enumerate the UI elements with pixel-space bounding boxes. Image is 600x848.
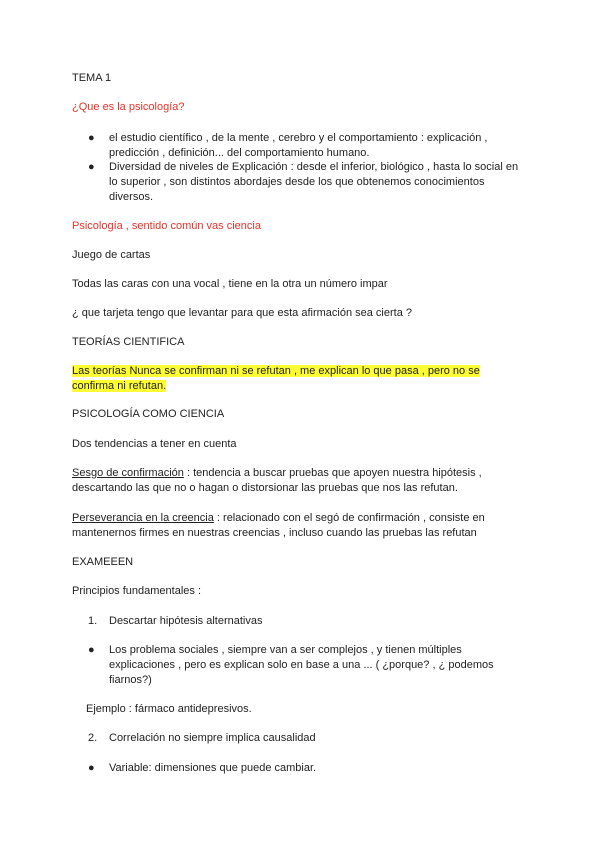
number-marker: 2. xyxy=(88,732,98,744)
list-item-text: Los problema sociales , siempre van a ser complejos , y tienen múltiples explicaciones , pero es explican solo en base a una ... ( ¿porque? , ¿ podemos fiarnos?) xyxy=(109,644,494,686)
list-item xyxy=(72,643,532,688)
section-heading: PSICOLOGÍA COMO CIENCIA xyxy=(72,408,225,420)
definition-paragraph xyxy=(72,466,528,496)
question-heading: ¿Que es la psicología? xyxy=(72,101,185,113)
definition-paragraph xyxy=(72,511,528,541)
numbered-item xyxy=(72,614,532,629)
example-paragraph: Ejemplo : fármaco antidepresivos. xyxy=(86,703,252,715)
paragraph: Principios fundamentales : xyxy=(72,585,202,597)
bullet-icon: ● xyxy=(88,762,95,774)
term-label: Sesgo de confirmación xyxy=(72,467,184,479)
list-item-text: Variable: dimensiones que puede cambiar. xyxy=(109,762,317,774)
bullet-icon: ● xyxy=(88,132,95,144)
definition-text: : relacionado con el segó de confirmación , consiste en mantenernos firmes en nuestras creencias , incluso cuando las pruebas las refutan xyxy=(72,512,485,539)
list-item xyxy=(72,160,532,205)
paragraph: Todas las caras con una vocal , tiene en la otra un número impar xyxy=(72,278,388,290)
definition-text: : tendencia a buscar pruebas que apoyen nuestra hipótesis , descartando las que no o hagan o distorsionar las pruebas que nos las refutan. xyxy=(72,467,482,494)
list-item xyxy=(72,761,532,776)
highlight-text: Las teorías Nunca se confirman ni se refutan , me explican lo que pasa , pero no se confirma ni refutan. xyxy=(72,365,480,392)
list-item xyxy=(72,131,532,161)
paragraph: Juego de cartas xyxy=(72,249,151,261)
list-item-text: el estudio científico , de la mente , cerebro y el comportamiento : explicación , predicción , definición... del comportamiento humano. xyxy=(109,132,488,159)
section-title-red: Psicología , sentido común vas ciencia xyxy=(72,220,261,232)
paragraph: ¿ que tarjeta tengo que levantar para que esta afirmación sea cierta ? xyxy=(72,307,412,319)
term-label: Perseverancia en la creencia xyxy=(72,512,214,524)
section-heading: EXAMEEEN xyxy=(72,556,134,568)
bullet-icon: ● xyxy=(88,161,95,173)
paragraph: Dos tendencias a tener en cuenta xyxy=(72,438,237,450)
bullet-icon: ● xyxy=(88,644,95,656)
numbered-item xyxy=(72,731,532,746)
highlighted-paragraph xyxy=(72,364,522,394)
section-heading: TEORÍAS CIENTIFICA xyxy=(72,336,185,348)
numbered-item-text: Descartar hipótesis alternativas xyxy=(109,615,263,627)
numbered-item-text: Correlación no siempre implica causalidad xyxy=(109,732,316,744)
number-marker: 1. xyxy=(88,615,98,627)
heading-tema: TEMA 1 xyxy=(72,72,112,84)
list-item-text: Diversidad de niveles de Explicación : desde el inferior, biológico , hasta lo social en lo superior , son distintos abordajes desde los que obtenemos conocimientos diversos. xyxy=(109,161,519,203)
